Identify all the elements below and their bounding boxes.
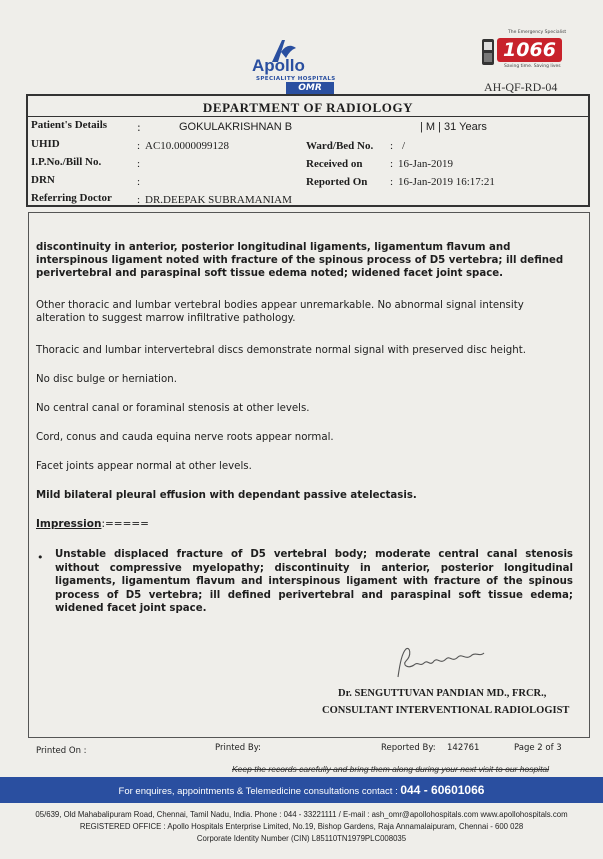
impression-heading xyxy=(36,518,149,530)
apollo-logo-subtitle: SPECIALITY HOSPITALS xyxy=(256,76,336,82)
drn-label: DRN xyxy=(31,174,55,186)
enquiry-phone: 044 - 60601066 xyxy=(400,783,485,797)
report-paragraph: Facet joints appear normal at other levels. xyxy=(36,461,252,472)
uhid-value: AC10.0000099128 xyxy=(145,140,230,152)
uhid-label: UHID xyxy=(31,138,60,150)
colon: : xyxy=(137,158,141,170)
patient-label: Patient's Details xyxy=(31,119,108,131)
page-number: Page 2 of 3 xyxy=(514,743,562,753)
report-paragraph: No central canal or foraminal stenosis at other levels. xyxy=(36,403,310,414)
apollo-logo-location: OMR xyxy=(286,82,334,94)
colon: : xyxy=(137,176,141,188)
colon: : xyxy=(137,121,141,134)
department-title: DEPARTMENT OF RADIOLOGY xyxy=(202,100,414,115)
bullet: • xyxy=(37,551,44,564)
report-body-box xyxy=(28,212,590,738)
report-paragraph: No disc bulge or herniation. xyxy=(36,374,177,385)
radiologist-name: Dr. SENGUTTUVAN PANDIAN MD., FRCR., xyxy=(338,688,547,699)
colon: : xyxy=(390,176,394,188)
radiologist-title: CONSULTANT INTERVENTIONAL RADIOLOGIST xyxy=(322,705,570,716)
report-paragraph: Mild bilateral pleural effusion with dependant passive atelectasis. xyxy=(36,490,417,501)
impression-suffix: :===== xyxy=(101,518,149,530)
registered-office: REGISTERED OFFICE : Apollo Hospitals Enterprise Limited, No.19, Bishop Gardens, Raja Annamalaipuram, Chennai - 600 028 xyxy=(79,822,524,831)
reported-label: Reported On xyxy=(306,176,368,188)
referring-value: DR.DEEPAK SUBRAMANIAM xyxy=(145,194,292,206)
colon: : xyxy=(390,140,394,152)
divider xyxy=(26,116,590,117)
report-paragraph: Other thoracic and lumbar vertebral bodies appear unremarkable. No abnormal signal intensity alteration to suggest marrow infiltrative pathology. xyxy=(36,300,524,324)
ward-label: Ward/Bed No. xyxy=(306,140,374,152)
document-code: AH-QF-RD-04 xyxy=(484,80,558,94)
keep-records-note: Keep the records carefully and bring them along during your next visit to our hospital xyxy=(232,764,550,774)
impression-text: Unstable displaced fracture of D5 vertebral body; moderate central canal stenosis without compressive myelopathy; discontinuity in anterior, posterior longitudinal ligaments, ligamentum flavum and interspinous ligament with fracture of the spinous process of D5 vertebra; ill defined perivertebral and paraspinal soft tissue edema; widened facet joint space. xyxy=(55,549,573,614)
colon: : xyxy=(137,194,141,206)
corporate-id: Corporate Identity Number (CIN) L85110TN1979PLC008035 xyxy=(196,834,407,843)
referring-label: Referring Doctor xyxy=(31,192,112,204)
printed-on: Printed On : xyxy=(36,746,87,756)
colon: : xyxy=(137,140,141,152)
ip-label: I.P.No./Bill No. xyxy=(31,156,102,168)
reported-by-value: 142761 xyxy=(447,743,480,753)
emergency-number-badge: 1066 xyxy=(497,38,562,62)
signature-icon xyxy=(392,643,492,683)
report-paragraph: Cord, conus and cauda equina nerve roots appear normal. xyxy=(36,432,334,443)
emergency-top-text: The Emergency Specialist xyxy=(508,30,567,35)
report-paragraph: Thoracic and lumbar intervertebral discs demonstrate normal signal with preserved disc height. xyxy=(36,345,526,356)
reported-value: 16-Jan-2019 16:17:21 xyxy=(398,176,495,188)
impression-label: Impression xyxy=(36,518,102,530)
apollo-logo-name: Apollo xyxy=(252,56,305,75)
reported-by-label: Reported By: xyxy=(381,743,436,753)
emergency-tagline: Saving time. Saving lives xyxy=(504,64,561,69)
printed-by: Printed By: xyxy=(215,743,261,753)
ward-value: / xyxy=(402,140,406,152)
contact-band xyxy=(0,777,603,803)
patient-name: GOKULAKRISHNAN B xyxy=(179,121,293,133)
received-label: Received on xyxy=(306,158,363,170)
received-value: 16-Jan-2019 xyxy=(398,158,453,170)
phone-icon xyxy=(481,38,495,66)
address-line: 05/639, Old Mahabalipuram Road, Chennai, Tamil Nadu, India. Phone : 044 - 33221111 / E-mail : ash_omr@apollohospitals.com www.apollohospitals.com xyxy=(35,810,568,819)
enquiry-text: For enquires, appointments & Telemedicine consultations contact : xyxy=(118,786,398,797)
colon: : xyxy=(390,158,394,170)
patient-sex-age: | M | 31 Years xyxy=(420,121,487,133)
report-paragraph: discontinuity in anterior, posterior longitudinal ligaments, ligamentum flavum and interspinous ligament noted with fracture of the spinous process of D5 vertebra; ill defined perivertebral and paraspinal soft tissue edema noted; widened facet joint space. xyxy=(36,242,564,279)
